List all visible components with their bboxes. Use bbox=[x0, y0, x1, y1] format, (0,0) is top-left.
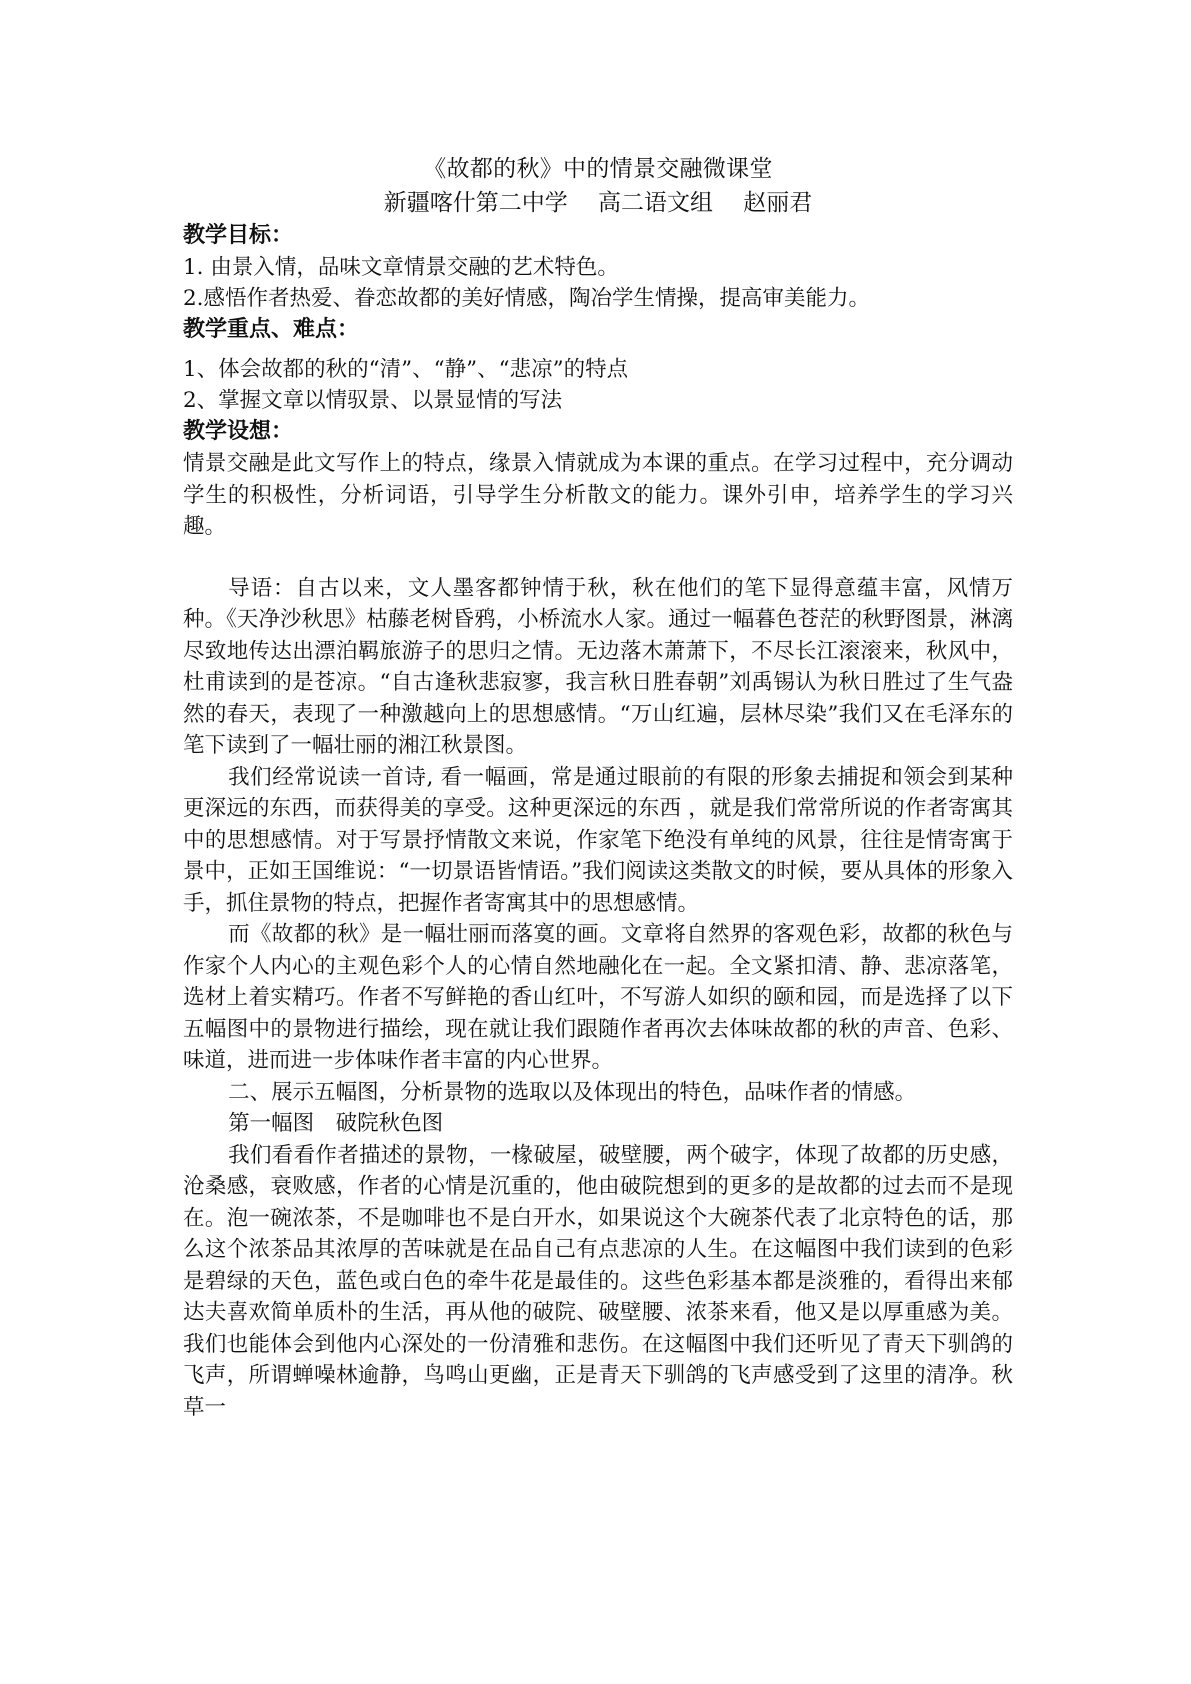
key-point-item: 1、体会故都的秋的“清”、“静”、“悲凉”的特点 bbox=[183, 357, 629, 382]
section-heading-paragraph: 二、展示五幅图，分析景物的选取以及体现出的特色，品味作者的情感。 bbox=[228, 1079, 917, 1105]
goals-heading: 教学目标： bbox=[183, 223, 294, 248]
body-paragraph: 我们经常说读一首诗, 看一幅画，常是通过眼前的有限的形象去捕捉和领会到某种更深远的东西，而获得美的享受。这种更深远的东西 ，就是我们常常所说的作者寄寓其中的思想感情。对于写景抒情散文来说，作家笔下绝没有单纯的风景，往往是情寄寓于景中，正如王国维说：“一切景语皆情语。”我们阅读这类散文的时候，要从具体的形象入手，抓住景物的特点，把握作者寄寓其中的思想感情。 bbox=[183, 764, 1013, 916]
concept-heading: 教学设想： bbox=[183, 419, 294, 444]
document-title: 《故都的秋》中的情景交融微课堂 bbox=[423, 156, 773, 182]
concept-paragraph: 情景交融是此文写作上的特点，缘景入情就成为本课的重点。在学习过程中，充分调动学生的积极性，分析词语，引导学生分析散文的能力。课外引申，培养学生的学习兴趣。 bbox=[183, 451, 1013, 539]
goal-item: 2.感悟作者热爱、眷恋故都的美好情感，陶冶学生情操，提高审美能力。 bbox=[183, 286, 871, 311]
key-points-heading: 教学重点、难点： bbox=[183, 317, 360, 342]
goal-item: 1. 由景入情，品味文章情景交融的艺术特色。 bbox=[183, 255, 619, 280]
document-body bbox=[183, 152, 1013, 1423]
body-paragraph: 而《故都的秋》是一幅壮丽而落寞的画。文章将自然界的客观色彩，故都的秋色与作家个人内心的主观色彩个人的心情自然地融化在一起。全文紧扣清、静、悲凉落笔，选材上着实精巧。作者不写鲜艳的香山红叶，不写游人如织的颐和园，而是选择了以下五幅图中的景物进行描绘，现在就让我们跟随作者再次去体味故都的秋的声音、色彩、味道，进而进一步体味作者丰富的内心世界。 bbox=[183, 922, 1013, 1073]
paragraph-gap bbox=[183, 543, 1013, 573]
key-point-item: 2、掌握文章以情驭景、以景显情的写法 bbox=[183, 388, 563, 413]
intro-paragraph: 导语：自古以来，文人墨客都钟情于秋，秋在他们的笔下显得意蕴丰富，风情万种。《天净沙秋思》枯藤老树昏鸦，小桥流水人家。通过一幅暮色苍茫的秋野图景，淋漓尽致地传达出漂泊羁旅游子的思归之情。无边落木萧萧下，不尽长江滚滚来，秋风中，杜甫读到的是苍凉。“自古逢秋悲寂寥，我言秋日胜春朝”刘禹锡认为秋日胜过了生气盎然的春天，表现了一种激越向上的思想感情。“万山红遍，层林尽染”我们又在毛泽东的笔下读到了一幅壮丽的湘江秋景图。 bbox=[183, 575, 1013, 758]
subsection-heading: 第一幅图 破院秋色图 bbox=[228, 1111, 444, 1136]
body-paragraph: 我们看看作者描述的景物，一椽破屋，破壁腰，两个破字，体现了故都的历史感，沧桑感，衰败感，作者的心情是沉重的，他由破院想到的更多的是故都的过去而不是现在。泡一碗浓茶，不是咖啡也不是白开水，如果说这个大碗茶代表了北京特色的话，那么这个浓茶品其浓厚的苦味就是在品自己有点悲凉的人生。在这幅图中我们读到的色彩是碧绿的天色，蓝色或白色的牵牛花是最佳的。这些色彩基本都是淡雅的，看得出来郁达夫喜欢简单质朴的生活，再从他的破院、破壁腰、浓茶来看，他又是以厚重感为美。我们也能体会到他内心深处的一份清雅和悲伤。在这幅图中我们还听见了青天下驯鸽的飞声，所谓蝉噪林逾静，鸟鸣山更幽，正是青天下驯鸽的飞声感受到了这里的清净。秋草一 bbox=[183, 1142, 1013, 1420]
document-byline: 新疆喀什第二中学 高二语文组 赵丽君 bbox=[383, 190, 813, 216]
